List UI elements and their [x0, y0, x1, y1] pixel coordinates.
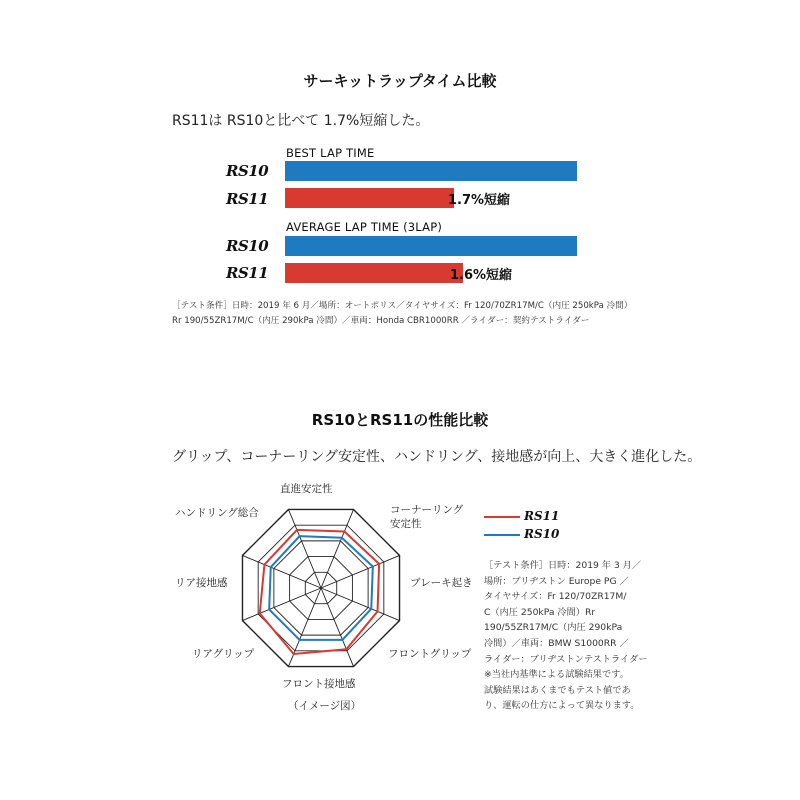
image-caption: （イメージ図）	[288, 700, 362, 712]
axis-label-rear-grip: リアグリップ	[192, 648, 255, 660]
axis-label-cornering-stability: コーナーリング 安定性	[390, 504, 464, 530]
lap-time-title: サーキットラップタイム比較	[303, 72, 497, 90]
legend-line-rs10	[484, 534, 520, 536]
avg-lap-header: AVERAGE LAP TIME (3LAP)	[286, 220, 443, 234]
legend-line-rs11	[484, 516, 520, 518]
performance-subtitle: グリップ、コーナーリング安定性、ハンドリング、接地感が向上、大きく進化した。	[172, 449, 702, 465]
lap-test-note-line1: ［テスト条件］日時：2019 年 6 月／場所：オートポリス／タイヤサイズ：Fr 120/70ZR17M/C（内圧 250kPa 冷間）	[172, 301, 633, 311]
axis-label-straight-stability: 直進安定性	[280, 483, 333, 495]
radar-test-note: ［テスト条件］日時：2019 年 3 月／ 場所：ブリヂストン Europe PG ／ タイヤサイズ：Fr 120/70ZR17M/ C（内圧 250kPa 冷間）Rr 190/55ZR17M/C（内圧 290kPa 冷間）／車両：BMW S1000RR ／ ライダー：ブリヂストンテストライダー ※当社内基準による試験結果です。 試験結果はあくまでもテスト値であ り、運転の仕方によって異なります。	[484, 560, 648, 712]
best-rs10-label: RS10	[226, 162, 269, 180]
best-delta-text: 1.7%短縮	[448, 192, 511, 208]
avg-rs10-label: RS10	[226, 237, 269, 255]
best-lap-header: BEST LAP TIME	[286, 146, 375, 160]
performance-title: RS10とRS11の性能比較	[311, 411, 489, 429]
axis-label-rear-contact: リア接地感	[175, 577, 228, 589]
legend-rs11: RS11	[524, 509, 560, 523]
axis-label-front-grip: フロントグリップ	[388, 648, 472, 660]
axis-label-handling: ハンドリング総合	[175, 507, 259, 519]
legend-rs10: RS10	[524, 527, 560, 541]
axis-label-front-contact: フロント接地感	[282, 678, 356, 690]
best-rs11-label: RS11	[226, 190, 269, 208]
avg-delta-text: 1.6%短縮	[450, 267, 513, 283]
lap-time-subtitle: RS11は RS10と比べて 1.7%短縮した。	[172, 113, 430, 129]
axis-label-brake: ブレーキ起き	[410, 577, 473, 589]
lap-test-note-line2: Rr 190/55ZR17M/C（内圧 290kPa 冷間）／車両：Honda CBR1000RR ／ライダー：契約テストライダー	[172, 316, 590, 326]
avg-rs11-label: RS11	[226, 264, 269, 282]
